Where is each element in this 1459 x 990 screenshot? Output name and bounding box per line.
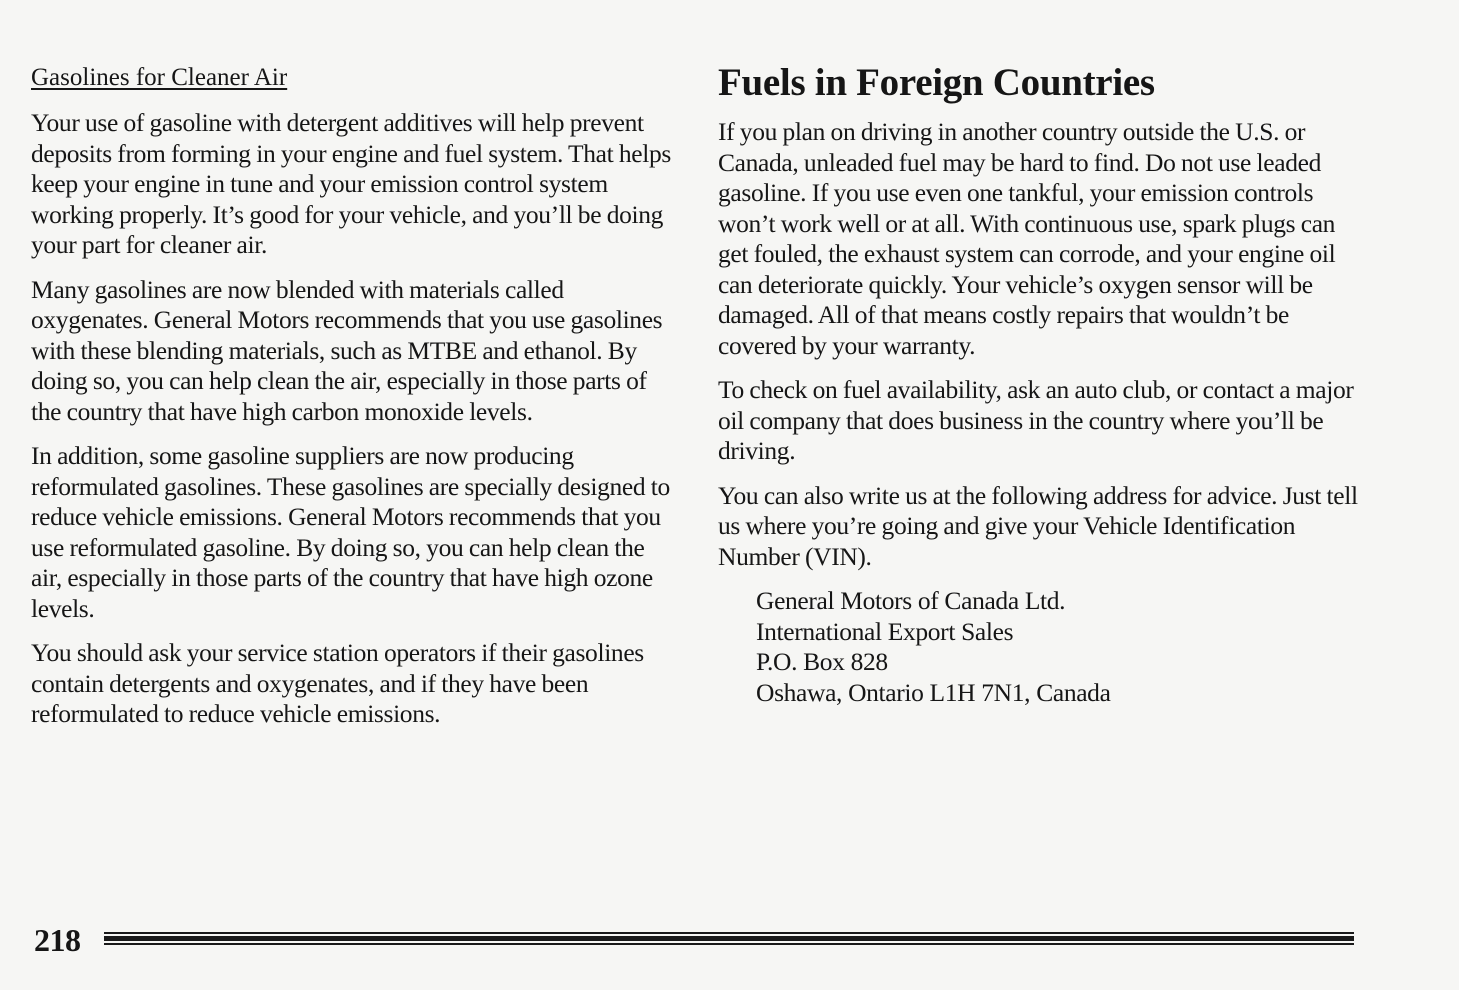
paragraph-detergent-additives: Your use of gasoline with detergent additives will help prevent deposits from forming in your engine and fuel system. That helps keep your engine in tune and your emission control system working properly. It’s good for your vehicle, and you’ll be doing your part for cleaner air. [31, 108, 671, 259]
section-subheading: Gasolines for Cleaner Air [31, 64, 288, 91]
mailing-address [756, 586, 1368, 708]
page-footer [34, 920, 1354, 964]
footer-rule-top [104, 932, 1354, 934]
paragraph-write-us: You can also write us at the following address for advice. Just tell us where you’re going and give your Vehicle Identification Number (VIN). [718, 480, 1358, 571]
paragraph-reformulated-gasolines: In addition, some gasoline suppliers are now producing reformulated gasolines. These gasolines are specially designed to reduce vehicle emissions. General Motors recommends that you use reformulated gasoline. By doing so, you can help clean the air, especially in those parts of the country that have high ozone levels. [31, 441, 670, 623]
right-column [718, 58, 1368, 708]
paragraph-ask-station-operators: You should ask your service station operators if their gasolines contain detergents and oxygenates, and if they have been reformulated to reduce vehicle emissions. [31, 638, 644, 728]
paragraph-fuel-availability: To check on fuel availability, ask an auto club, or contact a major oil company that does business in the country where you’ll be driving. [718, 375, 1354, 465]
address-line: Oshawa, Ontario L1H 7N1, Canada [756, 677, 1111, 707]
address-line: International Export Sales [756, 616, 1014, 646]
paragraph-foreign-fuel-warning: If you plan on driving in another country outside the U.S. or Canada, unleaded fuel may be hard to find. Do not use leaded gasoline. If you use even one tankful, your emission controls won’t work well or at all. With continuous use, spark plugs can get fouled, the exhaust system can corrode, and your engine oil can deteriorate quickly. Your vehicle’s oxygen sensor will be damaged. All of that means costly repairs that wouldn’t be covered by your warranty. [718, 117, 1336, 360]
page-number: 218 [34, 922, 81, 958]
address-line: General Motors of Canada Ltd. [756, 586, 1066, 615]
footer-rule-thick [104, 936, 1354, 941]
address-line: P.O. Box 828 [756, 647, 888, 676]
footer-rule-bottom [104, 943, 1354, 945]
left-column [31, 62, 671, 744]
section-heading: Fuels in Foreign Countries [718, 61, 1155, 104]
paragraph-oxygenates: Many gasolines are now blended with materials called oxygenates. General Motors recommends that you use gasolines with these blending materials, such as MTBE and ethanol. By doing so, you can help clean the air, especially in those parts of the country that have high carbon monoxide levels. [31, 274, 663, 426]
